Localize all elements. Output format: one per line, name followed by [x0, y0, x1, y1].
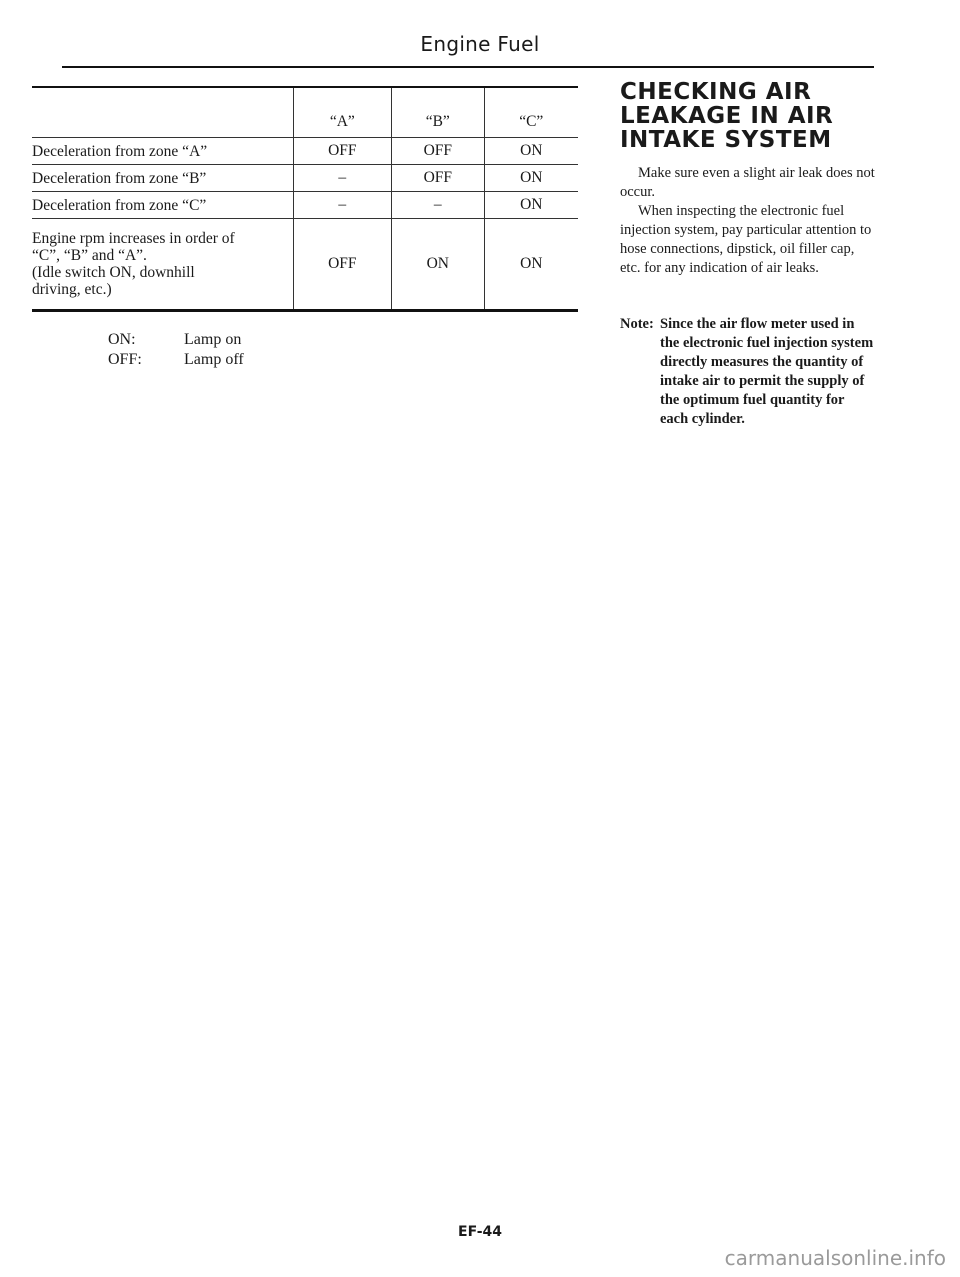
table-header-a: “A” — [293, 87, 391, 138]
cell-a: OFF — [293, 138, 391, 165]
watermark: carmanualsonline.info — [724, 1246, 946, 1270]
legend-value: Lamp off — [184, 351, 244, 368]
body-paragraph: Make sure even a slight air leak does not occur. — [620, 165, 875, 200]
cell-a: – — [293, 192, 391, 219]
section-title — [620, 80, 880, 152]
legend-item — [108, 350, 244, 370]
table-row — [32, 138, 578, 165]
table-header-b: “B” — [392, 87, 485, 138]
page-header: Engine Fuel — [420, 32, 540, 56]
table-row — [32, 192, 578, 219]
cell-a: – — [293, 165, 391, 192]
cell-b: OFF — [392, 138, 485, 165]
cell-b: – — [392, 192, 485, 219]
legend-key: ON: — [108, 331, 136, 348]
row-label: Deceleration from zone “A” — [32, 142, 208, 160]
row-label-line: driving, etc.) — [32, 281, 112, 298]
cell-b: OFF — [392, 165, 485, 192]
note-block — [620, 315, 875, 429]
header-rule — [62, 66, 874, 68]
row-label-line: (Idle switch ON, downhill — [32, 264, 195, 281]
cell-c: ON — [484, 165, 578, 192]
legend-item — [108, 330, 244, 350]
body-paragraph: When inspecting the electronic fuel injection system, pay particular attention to hose connections, dipstick, oil filler cap, etc. for any indication of air leaks. — [620, 203, 872, 276]
legend-value: Lamp on — [184, 331, 242, 348]
legend-key: OFF: — [108, 351, 142, 368]
row-label-line: “C”, “B” and “A”. — [32, 247, 147, 264]
row-label — [32, 219, 293, 311]
cell-c: ON — [484, 192, 578, 219]
table-row — [32, 165, 578, 192]
section-title-line: CHECKING AIR — [620, 79, 812, 105]
table-header-blank — [32, 87, 293, 138]
cell-c: ON — [484, 219, 578, 311]
cell-c: ON — [484, 138, 578, 165]
cell-a: OFF — [293, 219, 391, 311]
table-row — [32, 219, 578, 311]
note-text: Since the air flow meter used in the electronic fuel injection system directly measures the quantity of intake air to permit the supply of the optimum fuel quantity for each cylinder. — [660, 316, 874, 427]
note-label: Note: — [620, 316, 654, 332]
row-label-line: Engine rpm increases in order of — [32, 230, 235, 247]
section-title-line: INTAKE SYSTEM — [620, 127, 832, 153]
row-label: Deceleration from zone “C” — [32, 196, 207, 214]
section-title-line: LEAKAGE IN AIR — [620, 103, 834, 129]
table-header-row — [32, 87, 578, 138]
section-body — [620, 164, 875, 278]
zone-lamp-table — [32, 86, 578, 312]
cell-b: ON — [392, 219, 485, 311]
table-header-c: “C” — [484, 87, 578, 138]
table-legend — [108, 330, 244, 370]
row-label: Deceleration from zone “B” — [32, 169, 207, 187]
page-number: EF-44 — [458, 1224, 502, 1240]
